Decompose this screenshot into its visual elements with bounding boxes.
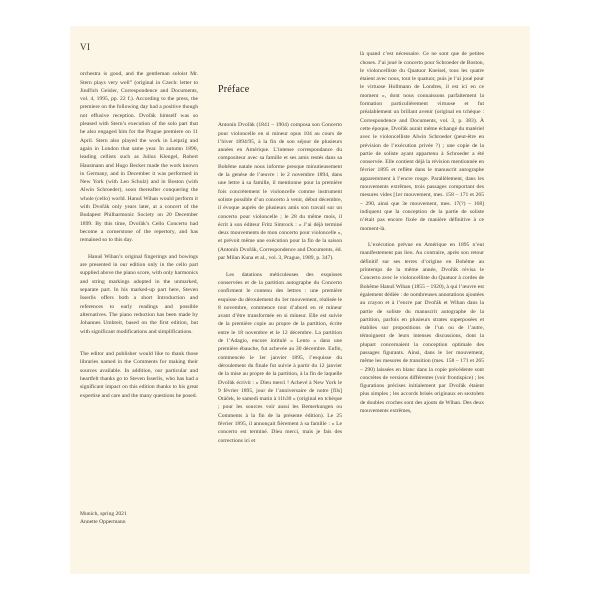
score-preface-page [70, 26, 530, 574]
paragraph: Hanuš Wihan’s original fingerings and bowings are presented in our edition only in the cello part supplied above the piano score, with only harmonics and string markings adopted in the unmarked, separate part. In his marked-up part here, Steven Isserlis offers both a short Introduction and references to early readings and possible alternatives. The piano reduction has been made by Johannes Umbreit, based on the first edition, but with significant modifications and simplifications. [80, 253, 198, 335]
french-text-column-1 [218, 113, 342, 453]
signature [80, 510, 198, 527]
french-text-column-2 [360, 42, 484, 424]
page-number: VI [80, 42, 91, 52]
paragraph: orchestra is good, and the gentleman soloist Mr. Stern plays very well” (original in Czech: letter to Jindřich Geisler, Correspondence and Documents, vol. 4, 1995, pp. 22 f.). According to the press, the premiere on the following day had a positive though not effusive reception. Dvořák himself was so pleased with Stern’s execution of the solo part that he also engaged him for the Prague premiere on 11 April. Stern also played the work in Leipzig and again in London that same year. In autumn 1896, leading cellists such as Julius Klengel, Robert Hausmann and Hugo Becker made the work known in Germany, and in December it was performed in New York (with Leo Schulz) and in Boston (with Alwin Schroeder), soon thereafter conquering the whole (cello) world. Hanuš Wihan would perform it with Dvořák only years later, at a concert of the Budapest Philharmonic Society on 20 December 1899. By this time, Dvořák’s Cello Concerto had become a cornerstone of the repertory, and has remained so to this day. [80, 71, 198, 244]
signature-text: Munich, spring 2021 Annette Oppermann [80, 511, 127, 526]
paragraph: là quand c’est nécessaire. Ce ne sont que de petites choses. J’ai joué le concerto pour Schroeder de Boston, le violoncelliste du Quatuor Kneisel, tous les quatre étaient avec nous, tout le quatuor, puis je l’ai joué pour le virtuose Hollmann de Londres, il est ici en ce moment », dont nous connaissons parfaitement la formation particulièrement virtuose et fut préalablement un brillant avenir (original en tchèque : Correspondence and Documents, vol. 3, p. 383). À cette époque, Dvořák aurait même échangé du matériel avec le violoncelliste Alwin Schroeder (peut-être en prévision de l’exécution privée ?) ; une copie de la partie de soliste ayant appartenu à Schroeder a été conservée. Elle contient déjà la révision mentionnée en février 1895 et reflète dans le manuscrit autographe apparemment à l’encre rouge. Parallèlement, dans les mouvements extrêmes, trois passages comportant des mesures vides [1er mouvement, mes. 158 – 171 et 265 – 290, ainsi que 3e mouvement, mes. 17(?) – 168] indiquent que la conception de la partie de soliste n’était pas encore fixée de manière définitive à ce moment-là. [360, 51, 484, 232]
english-text-column [80, 62, 198, 408]
paragraph: L’exécution prévue en Amérique en 1895 n’eut manifestement pas lieu. Au contraire, après son retour définitif sur ses terres d’origine en Bohême au printemps de la même année, Dvořák révisa le Concerto avec le violoncelliste du Quatuor à cordes de Bohême Hanuš Wihan (1855 – 1920), à qui l’œuvre est également dédiée : de nombreuses annotations ajoutées au crayon et à l’encre par Dvořák et Wihan dans la partie de soliste du manuscrit autographe de la partition, parfois en plusieurs strates superposées et établies sur propositions de l’un ou de l’autre, témoignent de leurs intenses discussions, dont la plupart concernaient la conception optimale des passages figurants. Ainsi, dans le 1er mouvement, même les mesures de transition (mes. 158 – 171 et 265 – 290) laissées en blanc dans la copie précédente sont concrètes de versions différentes (voir frontispice) ; les figurations précises initialement par Dvořák étaient plus simples ; les accords brisés originaux en sextolets de doubles croches sont des ajouts de Wihan. Des deux mouvements extrêmes, [360, 242, 484, 415]
paragraph: Antonín Dvořák (1841 – 1904) composa son Concerto pour violoncelle en si mineur opus 104 au cours de l’hiver 1894/95, à la fin de son séjour de plusieurs années en Amérique. L’intense correspondance du compositeur avec sa famille et ses amis restés dans sa Bohême natale nous informe presque minutieusement de la genèse de l’œuvre : le 2 novembre 1894, dans une lettre à sa famille, il mentionne pour la première fois concrètement le violoncelle comme instrument soliste possible d’un concerto à venir, début décembre, il évoque auprès de plusieurs amis son travail sur un concerto pour violoncelle ; le 28 du même mois, il écrit à son éditeur Fritz Simrock : « J’ai déjà terminé deux mouvements de mon concerto pour violoncelle », et prévoit même une exécution pour la fin de la saison (Antonín Dvořák, Correspondence and Documents, éd. par Milan Kuna et al., vol. 3, Prague, 1989, p. 347). [218, 122, 342, 262]
paragraph: Les datations méticuleuses des esquisses conservées et de la partition autographe du Concerto confirment le contenu des lettres : une première esquisse du déroulement du 1er mouvement, réalisée le 8 novembre, commence tout d’abord en ré mineur avant d’être transformée en si mineur. Elle est suivie de la première copie au propre de la partition, écrite entre le 18 novembre et le 12 décembre. La partition de l’Adagio, encore intitulé « Lento » dans une première ébauche, fut achevée au 30 décembre. Enfin, commencée le 1er janvier 1895, l’esquisse du déroulement du finale fut suivie à partir du 12 janvier de la mise au propre de la partition, à la fin de laquelle Dvořák écrivit : « Dieu merci ! Achevé à New York le 9 février 1895, jour de l’anniversaire de notre [fils] Otáček, le samedi matin à 11h30 » (original en tchèque ; pour les sources voir aussi les Bemerkungen ou Comments à la fin de la présente édition). Le 25 février 1895, il annonçait fièrement à sa famille : « Le concerto est terminé. Dieu merci, mais je fais des corrections ici et [218, 271, 342, 444]
paragraph: The editor and publisher would like to thank those libraries named in the Comments for making their sources available. In addition, our particular and heartfelt thanks go to Steven Isserlis, who has had a significant impact on this edition thanks to his great expertise and care and the many questions he posed. [80, 351, 198, 399]
section-heading: Préface [218, 84, 250, 95]
